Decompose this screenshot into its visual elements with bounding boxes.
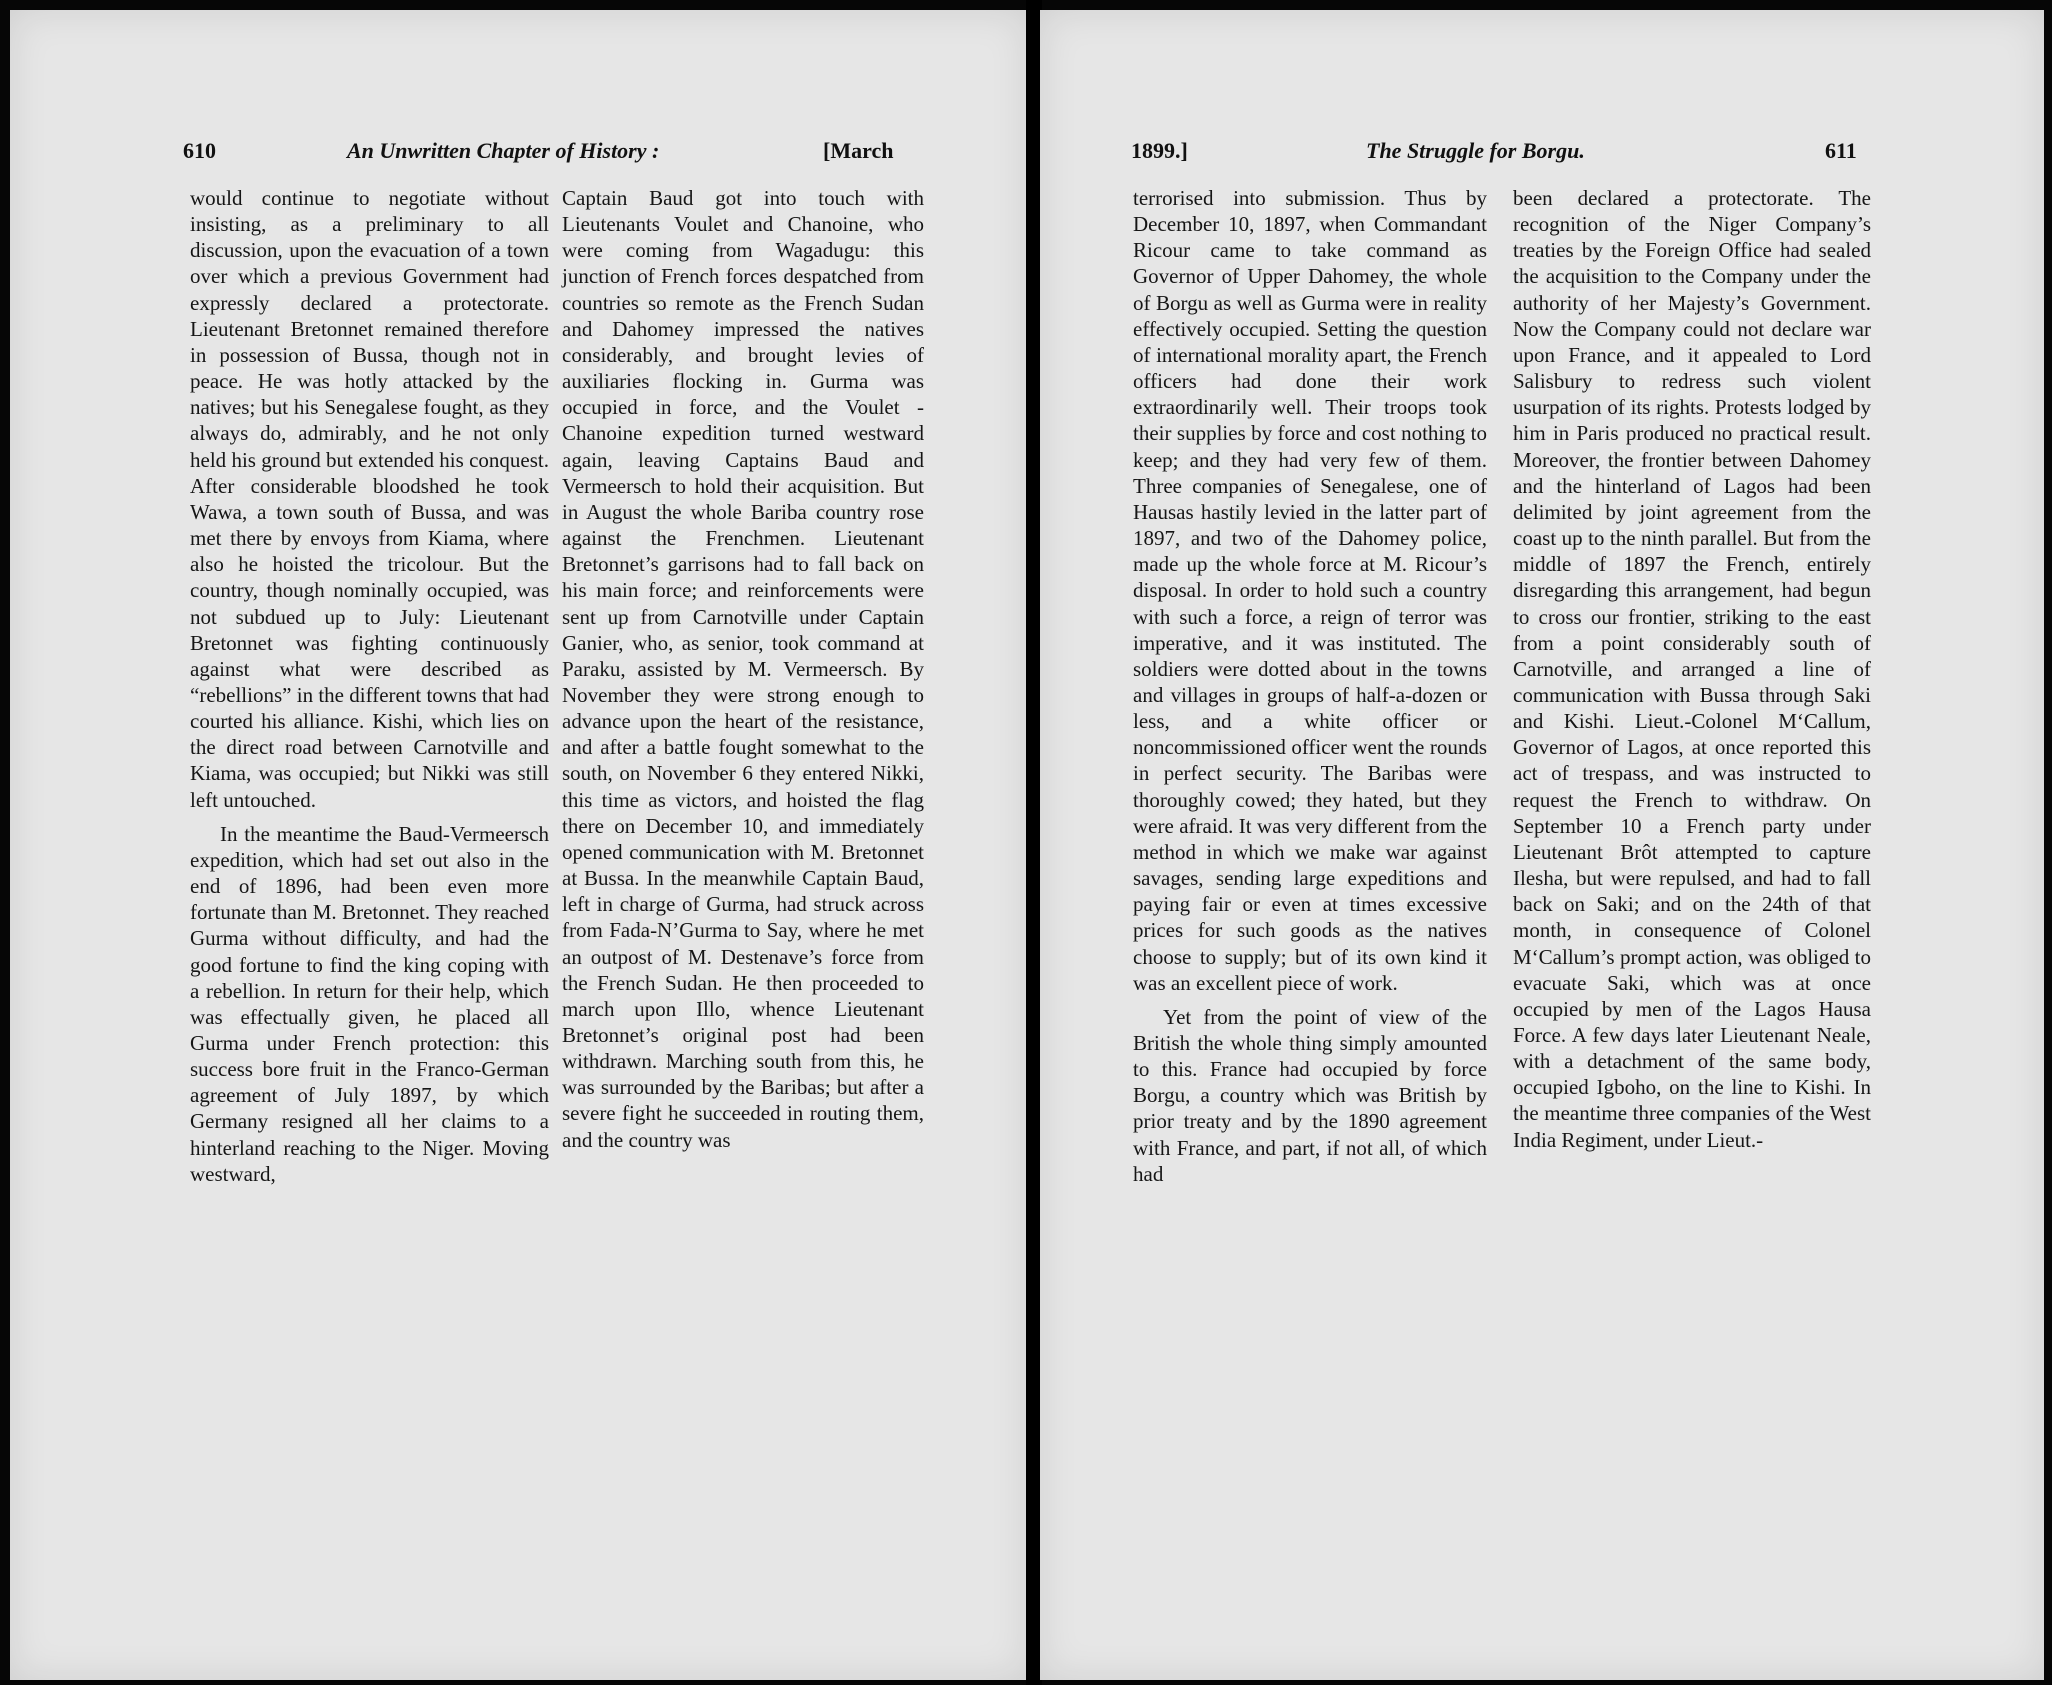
left-running-title: An Unwritten Chapter of History :	[347, 138, 660, 163]
right-running-date: 1899.]	[1131, 138, 1188, 163]
left-column-2	[562, 185, 924, 1153]
right-col1-paragraph-2: Yet from the point of view of the British the whole thing simply amounted to this. France had occupied by force Borgu, a country which was British by prior treaty and by the 1890 agreement with France, and part, if not all, of which had	[1133, 1004, 1487, 1186]
left-page-number: 610	[183, 138, 216, 163]
left-col2-paragraph-1: Captain Baud got into touch with Lieutenants Voulet and Chanoine, who were coming from Wagadugu: this junction of French forces despatched from countries so remote as the French Sudan and Dahomey impressed the natives considerably, and brought levies of auxiliaries flocking in. Gurma was occupied in force, and the Voulet - Chanoine expedition turned westward again, leaving Captains Baud and Vermeersch to hold their acquisition. But in August the whole Bariba country rose against the Frenchmen. Lieutenant Bretonnet’s garrisons had to fall back on his main force; and reinforcements were sent up from Carnotville under Captain Ganier, who, as senior, took command at Paraku, assisted by M. Vermeersch. By November they were strong enough to advance upon the heart of the resistance, and after a battle fought somewhat to the south, on November 6 they entered Nikki, this time as victors, and hoisted the flag there on December 10, and immediately opened communication with M. Bretonnet at Bussa. In the meanwhile Captain Baud, left in charge of Gurma, had struck across from Fada-N’Gurma to Say, where he met an outpost of M. Destenave’s force from the French Sudan. He then proceeded to march upon Illo, whence Lieutenant Bretonnet’s original post had been withdrawn. Marching south from this, he was surrounded by the Baribas; but after a severe fight he succeeded in routing them, and the country was	[562, 186, 924, 1152]
left-running-header	[183, 138, 923, 168]
left-col1-paragraph-2: In the meantime the Baud-Vermeersch expedition, which had set out also in the end of 1896, had been even more fortunate than M. Bretonnet. They reached Gurma without difficulty, and had the good fortune to find the king coping with a rebellion. In return for their help, which was effectually given, he placed all Gurma under French protection: this success bore fruit in the Franco-German agreement of July 1897, by which Germany resigned all her claims to a hinterland reaching to the Niger. Moving westward,	[190, 821, 549, 1186]
right-col2-paragraph-1: been declared a protectorate. The recognition of the Niger Company’s treaties by the Foreign Office had sealed the acquisition to the Company under the authority of her Majesty’s Government. Now the Company could not declare war upon France, and it appealed to Lord Salisbury to redress such violent usurpation of its rights. Protests lodged by him in Paris produced no practical result. Moreover, the frontier between Dahomey and the hinterland of Lagos had been delimited by joint agreement from the coast up to the ninth parallel. But from the middle of 1897 the French, entirely disregarding this arrangement, had begun to cross our frontier, striking to the east from a point considerably south of Carnotville, and arranged a line of communication with Bussa through Saki and Kishi. Lieut.-Colonel M‘Callum, Governor of Lagos, at once reported this act of trespass, and was instructed to request the French to withdraw. On September 10 a French party under Lieutenant Brôt attempted to capture Ilesha, but were repulsed, and had to fall back on Saki; and on the 24th of that month, in consequence of Colonel M‘Callum’s prompt action, was obliged to evacuate Saki, which was at once occupied by men of the Lagos Hausa Force. A few days later Lieutenant Neale, with a detachment of the same body, occupied Igboho, on the line to Kishi. In the meantime three companies of the West India Regiment, under Lieut.-	[1513, 186, 1871, 1152]
right-page	[1040, 10, 2044, 1680]
right-page-number: 611	[1825, 138, 1857, 163]
left-column-1	[190, 185, 549, 1187]
left-col1-paragraph-1: would continue to negotiate without insisting, as a preliminary to all discussion, upon the evacuation of a town over which a previous Government had expressly declared a protectorate. Lieutenant Bretonnet remained therefore in possession of Bussa, though not in peace. He was hotly attacked by the natives; but his Senegalese fought, as they always do, admirably, and he not only held his ground but extended his conquest. After considerable bloodshed he took Wawa, a town south of Bussa, and was met there by envoys from Kiama, where also he hoisted the tricolour. But the country, though nominally occupied, was not subdued up to July: Lieutenant Bretonnet was fighting continuously against what were described as “rebellions” in the different towns that had courted his alliance. Kishi, which lies on the direct road between Carnotville and Kiama, was occupied; but Nikki was still left untouched.	[190, 186, 549, 812]
right-column-2	[1513, 185, 1871, 1153]
right-col1-paragraph-1: terrorised into submission. Thus by December 10, 1897, when Commandant Ricour came to take command as Governor of Upper Dahomey, the whole of Borgu as well as Gurma were in reality effectively occupied. Setting the question of international morality apart, the French officers had done their work extraordinarily well. Their troops took their supplies by force and cost nothing to keep; and they had very few of them. Three companies of Senegalese, one of Hausas hastily levied in the latter part of 1897, and two of the Dahomey police, made up the whole force at M. Ricour’s disposal. In order to hold such a country with such a force, a reign of terror was imperative, and it was instituted. The soldiers were dotted about in the towns and villages in groups of half-a-dozen or less, and a white officer or noncommissioned officer went the rounds in perfect security. The Baribas were thoroughly cowed; they hated, but they were afraid. It was very different from the method in which we make war against savages, sending large expeditions and paying fair or even at times excessive prices for such goods as the natives choose to supply; but of its own kind it was an excellent piece of work.	[1133, 186, 1487, 995]
right-column-1	[1133, 185, 1487, 1187]
right-running-title: The Struggle for Borgu.	[1366, 138, 1585, 163]
left-page	[10, 10, 1028, 1680]
right-running-header	[1131, 138, 1897, 168]
left-running-date: [March	[823, 138, 894, 163]
